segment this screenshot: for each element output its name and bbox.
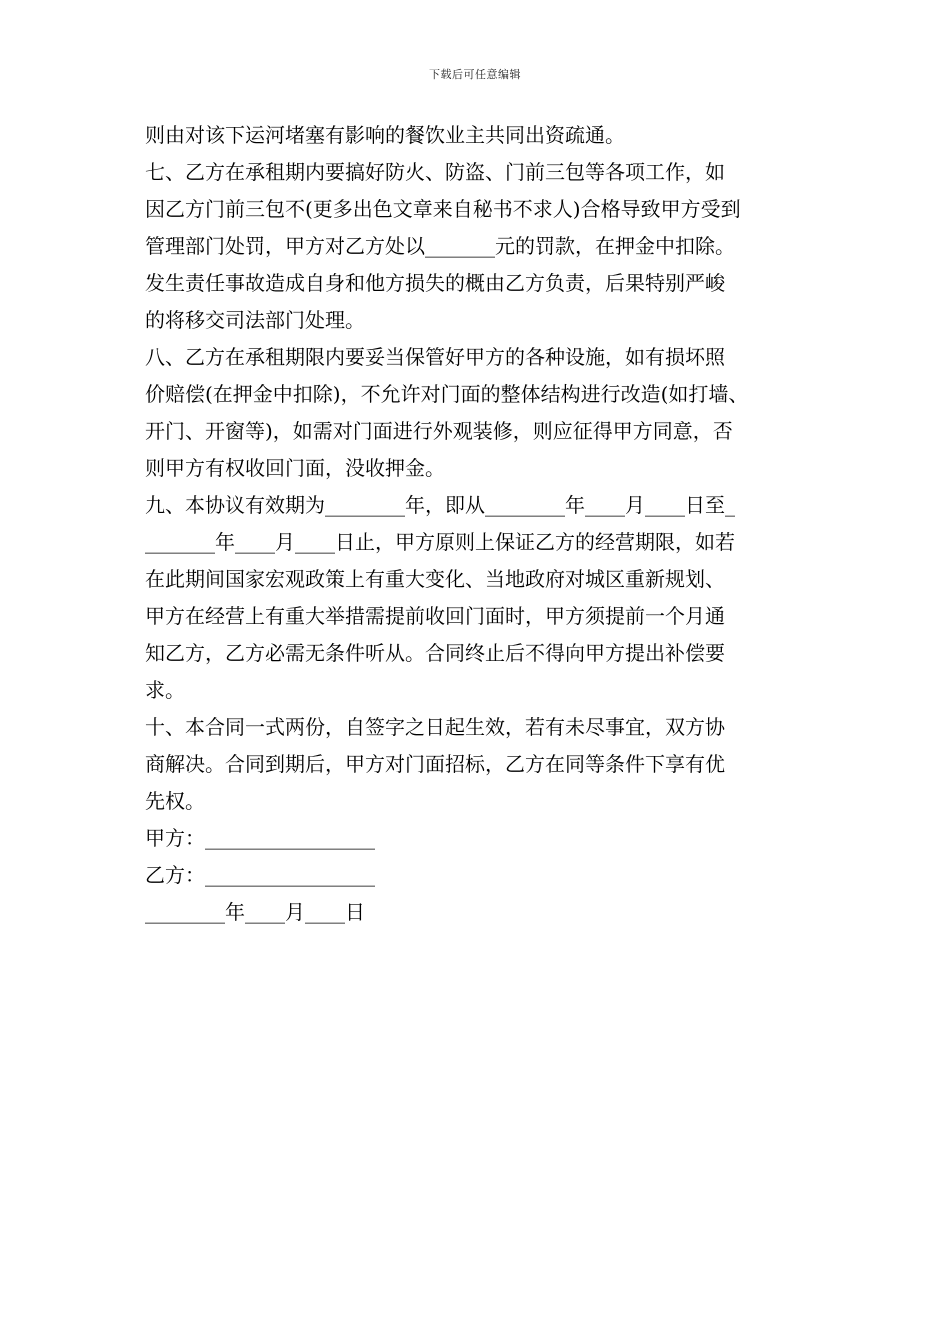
- text-line: 开门、开窗等)，如需对门面进行外观装修，则应征得甲方同意，否: [145, 419, 733, 443]
- page-header-note: 下载后可任意编辑: [429, 68, 521, 81]
- text-line: 则甲方有权收回门面，没收押金。: [145, 456, 445, 480]
- text-line: 因乙方门前三包不(更多出色文章来自秘书不求人)合格导致甲方受到: [145, 197, 741, 221]
- text-line: _______年____月____日止，甲方原则上保证乙方的经营期限，如若: [145, 530, 735, 554]
- text-line: 八、乙方在承租期限内要妥当保管好甲方的各种设施，如有损坏照: [145, 345, 725, 369]
- text-line: 的将移交司法部门处理。: [145, 308, 365, 332]
- text-line: 求。: [145, 678, 185, 702]
- date-line: ________年____月____日: [145, 900, 365, 924]
- party-a-signature-line: 甲方：_________________: [145, 826, 375, 850]
- party-b-signature-line: 乙方：_________________: [145, 863, 375, 887]
- contract-body: [145, 117, 815, 931]
- text-line: 管理部门处罚，甲方对乙方处以_______元的罚款，在押金中扣除。: [145, 234, 735, 258]
- text-line: 甲方在经营上有重大举措需提前收回门面时，甲方须提前一个月通: [145, 604, 725, 628]
- text-line: 则由对该下运河堵塞有影响的餐饮业主共同出资疏通。: [145, 123, 625, 147]
- text-line: 十、本合同一式两份，自签字之日起生效，若有未尽事宜，双方协: [145, 715, 725, 739]
- text-line: 发生责任事故造成自身和他方损失的概由乙方负责，后果特别严峻: [145, 271, 725, 295]
- text-line: 先权。: [145, 789, 205, 813]
- text-line: 价赔偿(在押金中扣除)，不允许对门面的整体结构进行改造(如打墙、: [145, 382, 749, 406]
- text-line: 知乙方，乙方必需无条件听从。合同终止后不得向甲方提出补偿要: [145, 641, 725, 665]
- text-line: 九、本协议有效期为________年，即从________年____月____日至_: [145, 493, 735, 517]
- text-line: 在此期间国家宏观政策上有重大变化、当地政府对城区重新规划、: [145, 567, 725, 591]
- text-line: 七、乙方在承租期内要搞好防火、防盗、门前三包等各项工作，如: [145, 160, 725, 184]
- text-line: 商解决。合同到期后，甲方对门面招标，乙方在同等条件下享有优: [145, 752, 725, 776]
